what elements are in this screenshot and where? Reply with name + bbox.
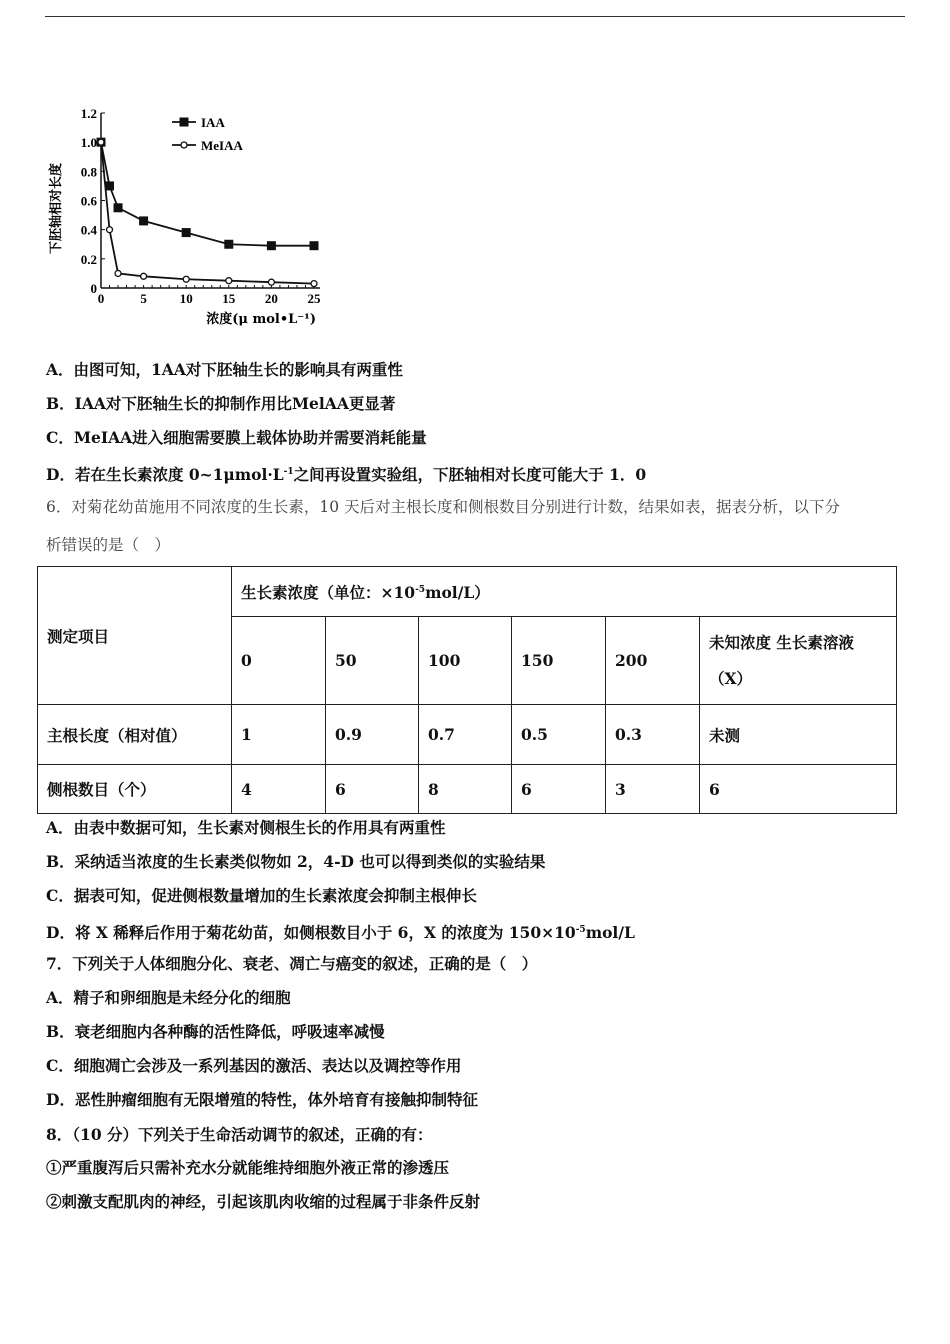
- superscript: -5: [575, 925, 586, 935]
- y-tick-label: 1.2: [80, 106, 97, 121]
- data-point-MeIAA: [107, 227, 113, 233]
- q6-option-c: C．据表可知，促进侧根数量增加的生长素浓度会抑制主根伸长: [46, 886, 477, 905]
- q7-stem: 7．下列关于人体细胞分化、衰老、凋亡与癌变的叙述，正确的是（ ）: [46, 954, 538, 973]
- y-axis-label: 下胚轴相对长度: [49, 162, 64, 255]
- cell: 8: [419, 765, 512, 814]
- series-line-MeIAA: [101, 142, 314, 283]
- q8-item-2: ②刺激支配肌肉的神经，引起该肌肉收缩的过程属于非条件反射: [46, 1192, 481, 1211]
- data-point-MeIAA: [268, 279, 274, 285]
- cell: 6: [700, 765, 897, 814]
- series-line-IAA: [101, 142, 314, 246]
- legend-label: IAA: [201, 115, 225, 130]
- data-point-MeIAA: [141, 273, 147, 279]
- x-tick-label: 5: [140, 291, 147, 306]
- superscript: -1: [283, 467, 294, 477]
- cell: 6: [512, 765, 606, 814]
- text: D．将 X 稀释后作用于菊花幼苗，如侧根数目小于 6，X 的浓度为 150×10: [46, 923, 576, 943]
- y-tick-label: 0.6: [80, 193, 97, 209]
- cell: 6: [326, 765, 419, 814]
- q7-option-c: C．细胞凋亡会涉及一系列基因的激活、表达以及调控等作用: [46, 1056, 462, 1075]
- x-tick-label: 10: [179, 291, 193, 306]
- q7-option-a: A．精子和卵细胞是未经分化的细胞: [46, 988, 291, 1007]
- q6-stem-line1: 6．对菊花幼苗施用不同浓度的生长素，10 天后对主根长度和侧根数目分别进行计数，结果如表，据表分析，以下分: [46, 498, 841, 516]
- q5-option-b: B．IAA对下胚轴生长的抑制作用比MelAA更显著: [46, 394, 396, 413]
- legend-marker: [180, 118, 189, 127]
- cell: 1: [232, 705, 326, 765]
- text: mol/L: [585, 923, 635, 943]
- table-row: [38, 705, 897, 765]
- text: 未知浓度 生长素溶液: [709, 632, 854, 652]
- text: （X）: [709, 668, 753, 688]
- q7-option-b: B．衰老细胞内各种酶的活性降低，呼吸速率减慢: [46, 1022, 385, 1041]
- conc-cell-unknown: [700, 617, 897, 705]
- row-label: 侧根数目（个）: [38, 765, 232, 814]
- q8-stem: 8．（10 分）下列关于生命活动调节的叙述，正确的有：: [46, 1125, 433, 1144]
- q6-option-d: [46, 920, 635, 943]
- cell: 未测: [700, 705, 897, 765]
- x-tick-label: 15: [222, 291, 236, 306]
- data-table: [37, 566, 897, 814]
- data-point-MeIAA: [226, 278, 232, 284]
- y-tick-label: 0.4: [80, 222, 97, 238]
- chart-marks: [97, 115, 319, 287]
- q6-option-b: B．采纳适当浓度的生长素类似物如 2，4-D 也可以得到类似的实验结果: [46, 852, 546, 871]
- text: 之间再设置实验组，下胚轴相对长度可能大于 1．0: [293, 465, 647, 485]
- text: mol/L）: [425, 582, 490, 602]
- data-point-IAA: [114, 203, 123, 212]
- data-point-IAA: [139, 216, 148, 225]
- y-tick-label: 0.2: [80, 251, 97, 267]
- cell: 0.7: [419, 705, 512, 765]
- conc-cell: 0: [232, 617, 326, 705]
- y-tick-label: 1.0: [80, 135, 97, 151]
- conc-cell: 100: [419, 617, 512, 705]
- data-point-MeIAA: [98, 139, 104, 145]
- item-header: 测定项目: [38, 567, 232, 705]
- conc-cell: 150: [512, 617, 606, 705]
- data-point-IAA: [267, 241, 276, 250]
- data-point-MeIAA: [183, 276, 189, 282]
- x-tick-label: 20: [264, 291, 278, 306]
- legend-marker: [181, 142, 187, 148]
- cell: 0.5: [512, 705, 606, 765]
- x-tick-label: 0: [97, 291, 105, 306]
- cell: 4: [232, 765, 326, 814]
- q7-option-d: D．恶性肿瘤细胞有无限增殖的特性，体外培育有接触抑制特征: [46, 1090, 478, 1109]
- q8-item-1: ①严重腹泻后只需补充水分就能维持细胞外液正常的渗透压: [46, 1158, 450, 1177]
- text: D．若在生长素浓度 0~1μmol·L: [46, 465, 284, 485]
- q5-option-d: [46, 462, 646, 485]
- q5-option-c: C．MeIAA进入细胞需要膜上载体协助并需要消耗能量: [46, 428, 427, 447]
- q6-stem-line2: 析错误的是（ ）: [46, 536, 171, 554]
- conc-cell: 50: [326, 617, 419, 705]
- q5-option-a: A．由图可知，1AA对下胚轴生长的影响具有两重性: [46, 360, 403, 379]
- data-point-MeIAA: [115, 270, 121, 276]
- y-tick-label: 0.8: [80, 164, 97, 180]
- cell: 3: [606, 765, 700, 814]
- table-row: [38, 765, 897, 814]
- data-point-MeIAA: [311, 281, 317, 287]
- cell: 0.9: [326, 705, 419, 765]
- data-point-IAA: [224, 240, 233, 249]
- text: 生长素浓度（单位：×10: [241, 582, 416, 602]
- conc-cell: 200: [606, 617, 700, 705]
- concentration-header: [232, 567, 897, 617]
- cell: 0.3: [606, 705, 700, 765]
- data-point-IAA: [310, 241, 319, 250]
- line-chart: [40, 100, 340, 335]
- chart-axes: [48, 106, 321, 327]
- data-point-IAA: [182, 228, 191, 237]
- x-axis-label: 浓度(μ mol•L⁻¹): [206, 312, 316, 327]
- legend-label: MeIAA: [201, 138, 243, 153]
- y-tick-label: 0: [90, 281, 97, 296]
- header-rule: [45, 16, 905, 17]
- row-label: 主根长度（相对值）: [38, 705, 232, 765]
- q6-option-a: A．由表中数据可知，生长素对侧根生长的作用具有两重性: [46, 818, 446, 837]
- superscript: -5: [415, 584, 426, 595]
- x-tick-label: 25: [307, 291, 321, 306]
